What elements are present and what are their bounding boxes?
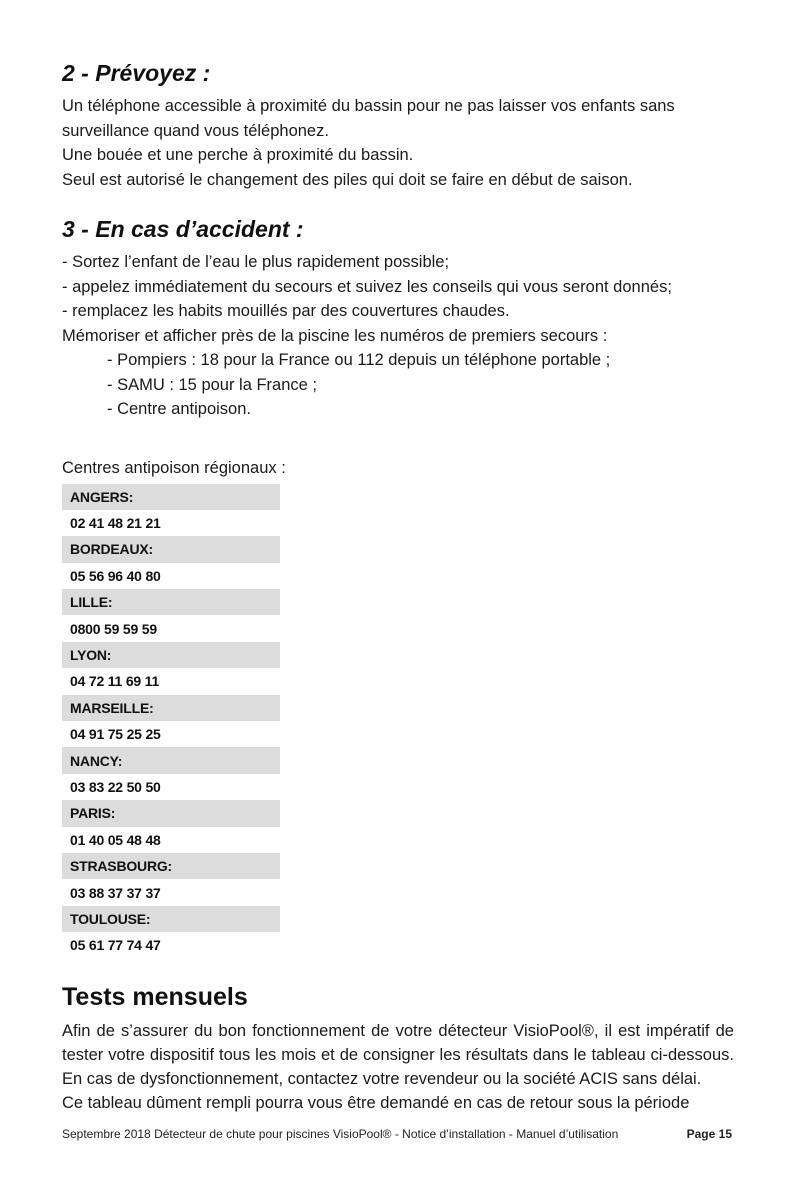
centre-phone: 02 41 48 21 21 bbox=[62, 510, 280, 536]
tests-paragraph: Afin de s’assurer du bon fonctionnement de votre détecteur VisioPool®, il est impératif de tester votre dispositif tous les mois et de consigner les résultats dans le tableau ci-dessous. En cas de dysfonctionnement, contactez votre revendeur ou la société ACIS sans délai. bbox=[62, 1021, 734, 1088]
centre-name: TOULOUSE: bbox=[62, 906, 280, 932]
section-3-line: - remplacez les habits mouillés par des couvertures chaudes. bbox=[62, 302, 510, 320]
section-2-line: Un téléphone accessible à proximité du bassin pour ne pas laisser vos enfants sans bbox=[62, 97, 675, 115]
tests-paragraph-continued: Ce tableau dûment rempli pourra vous être demandé en cas de retour sous la période bbox=[62, 1093, 690, 1112]
section-2-line: Seul est autorisé le changement des piles qui doit se faire en début de saison. bbox=[62, 170, 633, 189]
centre-phone-row bbox=[62, 563, 280, 589]
centre-name-row bbox=[62, 747, 280, 773]
centre-name: ANGERS: bbox=[62, 484, 280, 510]
emergency-number-line: - Pompiers : 18 pour la France ou 112 depuis un téléphone portable ; bbox=[107, 351, 611, 369]
centre-phone-row bbox=[62, 827, 280, 853]
centre-phone-row bbox=[62, 721, 280, 747]
centre-phone-row bbox=[62, 932, 280, 958]
centre-phone-row bbox=[62, 774, 280, 800]
centre-name-row bbox=[62, 536, 280, 562]
centre-name: BORDEAUX: bbox=[62, 536, 280, 562]
centre-name-row bbox=[62, 642, 280, 668]
centre-name-row bbox=[62, 853, 280, 879]
centre-name-row bbox=[62, 695, 280, 721]
centre-name-row bbox=[62, 484, 280, 510]
centre-name-row bbox=[62, 800, 280, 826]
centre-phone-row bbox=[62, 615, 280, 641]
footer-text: Septembre 2018 Détecteur de chute pour piscines VisioPool® - Notice d’installation - Manuel d’utilisation bbox=[62, 1127, 619, 1141]
centre-name-row bbox=[62, 906, 280, 932]
centre-phone: 04 91 75 25 25 bbox=[62, 721, 280, 747]
centre-name: STRASBOURG: bbox=[62, 853, 280, 879]
section-2-heading: 2 - Prévoyez : bbox=[62, 60, 211, 86]
centre-name: MARSEILLE: bbox=[62, 695, 280, 721]
centre-name: PARIS: bbox=[62, 800, 280, 826]
centre-phone-row bbox=[62, 668, 280, 694]
centre-name-row bbox=[62, 589, 280, 615]
centre-phone: 03 88 37 37 37 bbox=[62, 879, 280, 905]
poison-centres-table bbox=[62, 484, 280, 959]
section-3-heading: 3 - En cas d’accident : bbox=[62, 216, 304, 242]
centre-phone: 04 72 11 69 11 bbox=[62, 668, 280, 694]
tests-heading: Tests mensuels bbox=[62, 982, 248, 1011]
emergency-number-line: - SAMU : 15 pour la France ; bbox=[107, 375, 317, 394]
centre-phone: 0800 59 59 59 bbox=[62, 615, 280, 641]
section-2-line: surveillance quand vous téléphonez. bbox=[62, 121, 329, 140]
document-page bbox=[62, 58, 734, 1115]
centre-name: NANCY: bbox=[62, 747, 280, 773]
section-3-line: Mémoriser et afficher près de la piscine les numéros de premiers secours : bbox=[62, 326, 608, 345]
section-3-line: - appelez immédiatement du secours et suivez les conseils qui vous seront donnés; bbox=[62, 277, 672, 296]
emergency-number-line: - Centre antipoison. bbox=[107, 400, 251, 418]
centre-phone-row bbox=[62, 879, 280, 905]
centre-phone-row bbox=[62, 510, 280, 536]
centre-phone: 01 40 05 48 48 bbox=[62, 827, 280, 853]
centres-title: Centres antipoison régionaux : bbox=[62, 458, 286, 477]
centre-name: LYON: bbox=[62, 642, 280, 668]
centre-name: LILLE: bbox=[62, 589, 280, 615]
page-number: Page 15 bbox=[686, 1127, 732, 1141]
page-footer bbox=[62, 1126, 732, 1142]
centre-phone: 05 56 96 40 80 bbox=[62, 563, 280, 589]
section-3-line: - Sortez l’enfant de l’eau le plus rapidement possible; bbox=[62, 253, 450, 271]
section-2-line: Une bouée et une perche à proximité du bassin. bbox=[62, 146, 414, 164]
centre-phone: 05 61 77 74 47 bbox=[62, 932, 280, 958]
centre-phone: 03 83 22 50 50 bbox=[62, 774, 280, 800]
